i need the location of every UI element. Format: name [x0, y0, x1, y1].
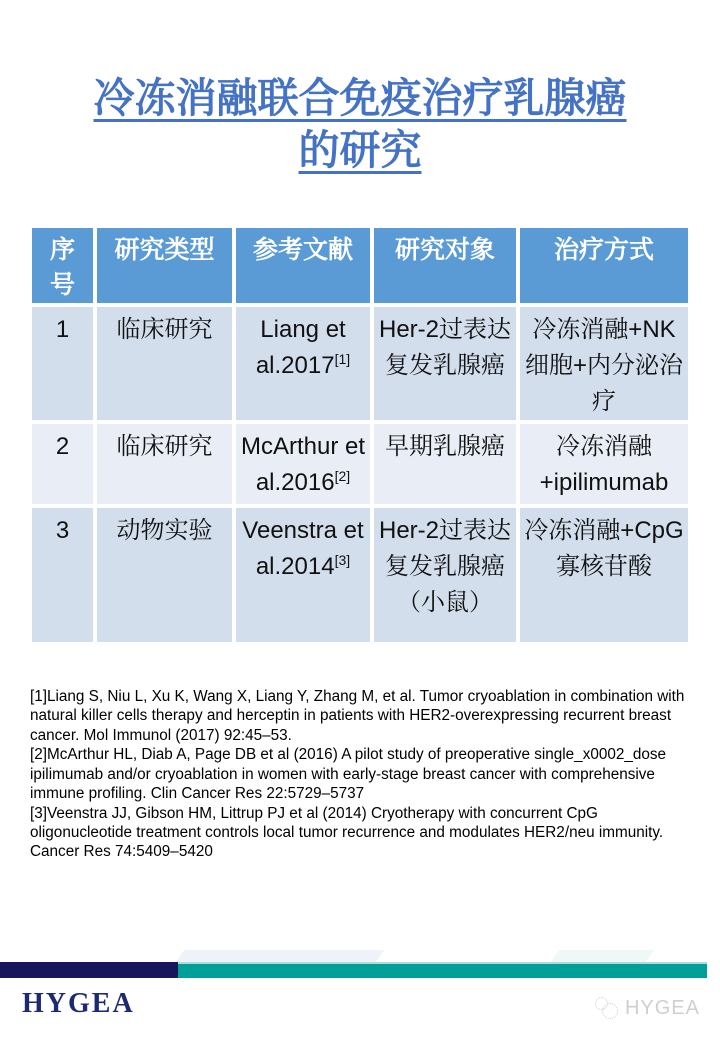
- header-cell-study-type: 研究类型: [95, 228, 234, 305]
- reference-text: McArthur et al.2016: [240, 433, 366, 496]
- cell-study-type: 动物实验: [95, 506, 234, 642]
- table-header-row: [32, 228, 688, 305]
- reference-superscript: [2]: [334, 468, 351, 484]
- cell-treatment: 冷冻消融+ipilimumab: [518, 422, 688, 506]
- table-row: [32, 506, 688, 642]
- header-cell-subject: 研究对象: [372, 228, 518, 305]
- cell-study-type: 临床研究: [95, 422, 234, 506]
- hygea-logo: HYGEA: [22, 988, 135, 1019]
- reference-superscript: [1]: [334, 351, 351, 367]
- cell-number: 1: [32, 305, 95, 422]
- cell-study-type: 临床研究: [95, 305, 234, 422]
- reference-item-3: [3]Veenstra JJ, Gibson HM, Littrup PJ et al (2014) Cryotherapy with concurrent CpG oligonucleotide treatment controls local tumor recurrence and modulates HER2/neu immunity. Cancer Res 74:5409–5420: [30, 804, 664, 861]
- hygea-watermark-label: HYGEA: [624, 996, 700, 1019]
- cell-reference: [234, 305, 372, 422]
- page-title-line1: 冷冻消融联合免疫治疗乳腺癌: [93, 75, 627, 121]
- footer-bar-teal: [178, 962, 707, 978]
- reference-superscript: [3]: [334, 552, 351, 568]
- cell-reference: [234, 422, 372, 506]
- cell-treatment: 冷冻消融+NK细胞+内分泌治疗: [518, 305, 688, 422]
- cell-reference: [234, 506, 372, 642]
- references-block: [30, 687, 692, 862]
- reference-item-1: [1]Liang S, Niu L, Xu K, Wang X, Liang Y, Zhang M, et al. Tumor cryoablation in combination with natural killer cells therapy and herceptin in patients with HER2-overexpressing recurrent breast cancer. Mol Immunol (2017) 92:45–53.: [30, 688, 685, 744]
- cell-number: 2: [32, 422, 95, 506]
- footer-bar-navy: [0, 962, 178, 978]
- table-row: [32, 422, 688, 506]
- page-title: [30, 72, 690, 177]
- table-row: [32, 305, 688, 422]
- header-cell-treatment: 治疗方式: [518, 228, 688, 305]
- reference-item-2: [2]McArthur HL, Diab A, Page DB et al (2016) A pilot study of preoperative single_x0002_dose ipilimumab and/or cryoablation in women with early-stage breast cancer with comprehensive immune profiling. Clin Cancer Res 22:5729–5737: [30, 746, 667, 803]
- header-cell-reference: 参考文献: [234, 228, 372, 305]
- cell-subject: Her-2过表达复发乳腺癌: [372, 305, 518, 422]
- footer-decoration-left: [176, 950, 384, 962]
- cell-subject: 早期乳腺癌: [372, 422, 518, 506]
- studies-table: [32, 228, 688, 642]
- footer-decoration-right: [551, 950, 654, 962]
- hygea-watermark: [595, 996, 700, 1020]
- cell-subject: Her-2过表达复发乳腺癌（小鼠）: [372, 506, 518, 642]
- hygea-watermark-icon: [595, 996, 619, 1020]
- cell-treatment: 冷冻消融+CpG寡核苷酸: [518, 506, 688, 642]
- cell-number: 3: [32, 506, 95, 642]
- reference-text: Veenstra et al.2014: [242, 517, 364, 580]
- page-title-line2: 的研究: [298, 127, 422, 174]
- header-cell-number: 序号: [32, 228, 95, 305]
- reference-text: Liang et al.2017: [255, 316, 346, 379]
